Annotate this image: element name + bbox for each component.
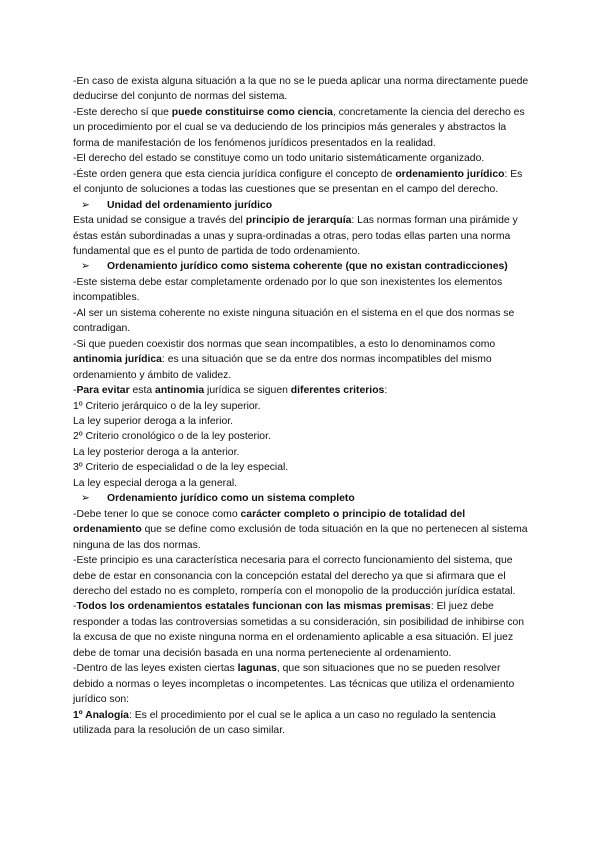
paragraph xyxy=(73,74,533,105)
bold-text: Para evitar xyxy=(76,385,130,397)
text-run: La ley especial deroga a la general. xyxy=(73,477,238,489)
bold-text: principio de jerarquía xyxy=(245,215,352,227)
text-run: 2º Criterio cronológico o de la ley posterior. xyxy=(73,431,271,443)
section-heading xyxy=(73,259,533,274)
text-run: -Dentro de las leyes existen ciertas xyxy=(73,663,238,675)
text-run: -Este derecho sí que xyxy=(73,106,172,118)
text-run: -Al ser un sistema coherente no existe ninguna situación en el sistema en el que dos normas se contradigan. xyxy=(73,307,515,335)
text-run: -Debe tener lo que se conoce como xyxy=(73,508,241,520)
text-run: -En caso de exista alguna situación a la que no se le pueda aplicar una norma directamente puede deducirse del conjunto de normas del sistema. xyxy=(73,76,529,103)
text-run: : xyxy=(384,385,388,397)
paragraph xyxy=(73,507,533,553)
text-run: jurídica se siguen xyxy=(204,385,291,397)
paragraph xyxy=(73,599,533,661)
text-run: -Éste orden genera que esta ciencia jurídica configure el concepto de xyxy=(73,168,396,180)
text-run: -El derecho del estado se constituye como un todo unitario sistemáticamente organizado. xyxy=(73,153,485,165)
paragraph xyxy=(73,661,533,707)
paragraph xyxy=(73,460,533,475)
text-run: : Es el conjunto de soluciones a todas las cuestiones que se presentan en el campo del derecho. xyxy=(73,168,523,196)
bold-text: antinomia xyxy=(155,385,205,397)
paragraph xyxy=(73,213,533,259)
paragraph xyxy=(73,275,533,306)
bold-text: 1º Analogía xyxy=(73,709,129,721)
paragraph xyxy=(73,337,533,383)
text-run: esta xyxy=(129,385,156,397)
text-run: 3º Criterio de especialidad o de la ley especial. xyxy=(73,462,289,474)
bold-text: Ordenamiento jurídico como sistema coherente (que no existan contradicciones) xyxy=(107,261,508,273)
text-run: La ley superior deroga a la inferior. xyxy=(73,415,233,427)
arrow-bullet-icon: ➢ xyxy=(81,199,90,211)
arrow-bullet-icon: ➢ xyxy=(81,493,90,505)
bold-text: diferentes criterios xyxy=(290,385,385,397)
bold-text: ordenamiento jurídico xyxy=(395,168,505,180)
bold-text: Ordenamiento jurídico como un sistema completo xyxy=(107,493,355,505)
paragraph xyxy=(73,167,533,198)
text-run: : Las normas forman una pirámide y éstas están subordinadas a unas y supra-ordinadas a otras, pero todas ellas parten una norma fundamental que es el punto de partida de todo ordenamiento. xyxy=(73,215,518,257)
text-run: - xyxy=(73,601,77,613)
text-run: -Si que pueden coexistir dos normas que sean incompatibles, a esto lo denominamos como xyxy=(73,338,496,350)
bold-text: Unidad del ordenamiento jurídico xyxy=(107,199,273,211)
text-run: , que son situaciones que no se pueden resolver debido a normas o leyes incompletas o incompetentes. Las técnicas que utiliza el ordenamiento jurídico son: xyxy=(73,663,515,706)
bold-text: antinomia jurídica xyxy=(73,354,162,366)
text-run: - xyxy=(73,385,77,397)
text-run: -Este sistema debe estar completamente ordenado por lo que son inexistentes los elementos incompatibles. xyxy=(73,276,503,304)
text-run: que se define como exclusión de toda situación en la que no pertenecen al sistema ninguna de las dos normas. xyxy=(73,524,528,551)
bold-text: puede constituirse como ciencia xyxy=(171,106,333,118)
section-heading xyxy=(73,198,533,213)
paragraph xyxy=(73,414,533,429)
text-run: -Este principio es una característica necesaria para el correcto funcionamiento del sistema, que debe de estar en consonancia con la concepción estatal del derecho ya que si afirmara que el derecho del estado no es completo, rompería con el monopolio de la producción jurídica estatal. xyxy=(73,555,516,597)
text-run: Esta unidad se consigue a través del xyxy=(73,215,246,227)
document-page xyxy=(73,74,533,738)
arrow-bullet-icon: ➢ xyxy=(81,261,90,273)
text-run: : El juez debe responder a todas las controversias sometidas a su consideración, sin posibilidad de inhibirse con la excusa de que no existe ninguna norma en el ordenamiento aplicable a esa situación. El juez debe de tomar una decisión basada en una norma perteneciente al ordenamiento. xyxy=(73,601,525,659)
text-run: , concretamente la ciencia del derecho es un procedimiento por el cual se va deduciendo de los principios más generales y abstractos la forma de manifestación de los fenómenos jurídicos presentados en la realidad. xyxy=(73,106,525,149)
text-run: La ley posterior deroga a la anterior. xyxy=(73,446,240,458)
paragraph xyxy=(73,383,533,398)
paragraph xyxy=(73,476,533,491)
bold-text: lagunas xyxy=(237,663,277,675)
paragraph xyxy=(73,399,533,414)
text-run: : es una situación que se da entre dos normas incompatibles del mismo ordenamiento y ámbito de validez. xyxy=(73,354,492,381)
paragraph xyxy=(73,151,533,166)
text-run: : Es el procedimiento por el cual se le aplica a un caso no regulado la sentencia utilizada para la resolución de un caso similar. xyxy=(73,709,496,737)
section-heading xyxy=(73,491,533,506)
text-run: 1º Criterio jerárquico o de la ley superior. xyxy=(73,400,261,412)
paragraph xyxy=(73,445,533,460)
paragraph xyxy=(73,553,533,599)
paragraph xyxy=(73,429,533,444)
paragraph xyxy=(73,306,533,337)
paragraph xyxy=(73,105,533,151)
bold-text: Todos los ordenamientos estatales funcionan con las mismas premisas xyxy=(76,601,431,613)
bold-text: carácter completo o principio de totalidad del ordenamiento xyxy=(73,508,466,536)
paragraph xyxy=(73,708,533,739)
